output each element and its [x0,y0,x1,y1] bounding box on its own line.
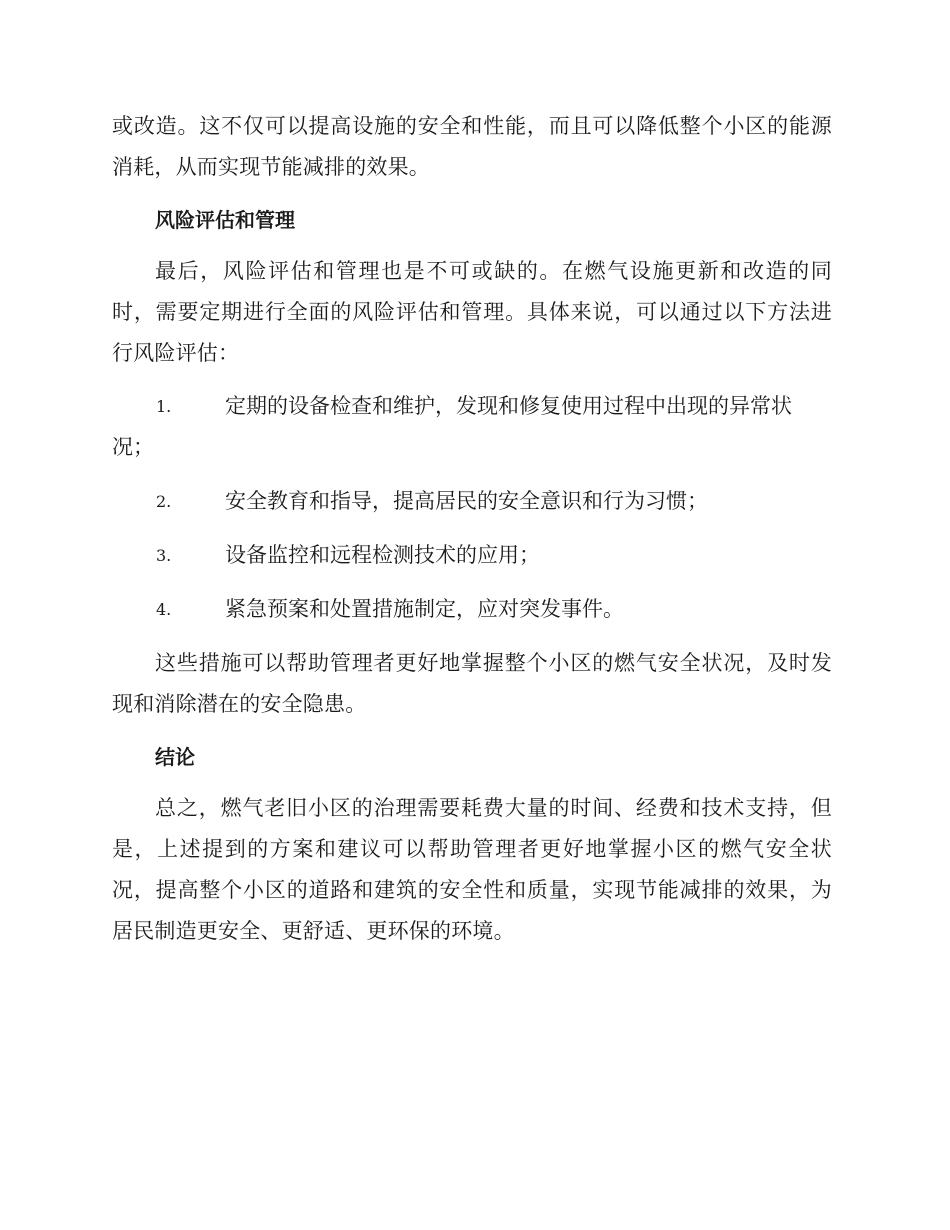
list-item [112,481,832,522]
list-item-text: 紧急预案和处置措施制定，应对突发事件。 [225,597,624,621]
list-item [112,589,832,630]
risk-paragraph: 最后，风险评估和管理也是不可或缺的。在燃气设施更新和改造的同时，需要定期进行全面的风险评估和管理。具体来说，可以通过以下方法进行风险评估： [112,259,832,365]
list-item [112,535,832,576]
list-item-text: 设备监控和远程检测技术的应用； [225,543,540,567]
list-item-text: 安全教育和指导，提高居民的安全意识和行为习惯； [225,489,708,513]
risk-method-list [112,386,832,630]
section-heading-conclusion: 结论 [155,745,195,769]
list-item-text: 定期的设备检查和维护，发现和修复使用过程中出现的异常状况； [112,394,792,459]
list-item-number: 2. [156,492,172,511]
document-page [112,106,832,952]
section-heading-risk: 风险评估和管理 [155,208,295,232]
intro-paragraph: 或改造。这不仅可以提高设施的安全和性能，而且可以降低整个小区的能源消耗，从而实现节能减排的效果。 [112,114,832,179]
list-item-number: 3. [156,546,172,565]
risk-closing-paragraph: 这些措施可以帮助管理者更好地掌握整个小区的燃气安全状况，及时发现和消除潜在的安全隐患。 [112,651,832,716]
list-item-number: 1. [156,397,172,416]
list-item [112,386,832,468]
list-item-number: 4. [156,600,172,619]
conclusion-paragraph: 总之，燃气老旧小区的治理需要耗费大量的时间、经费和技术支持，但是，上述提到的方案和建议可以帮助管理者更好地掌握小区的燃气安全状况，提高整个小区的道路和建筑的安全性和质量，实现节能减排的效果，为居民制造更安全、更舒适、更环保的环境。 [112,796,832,943]
